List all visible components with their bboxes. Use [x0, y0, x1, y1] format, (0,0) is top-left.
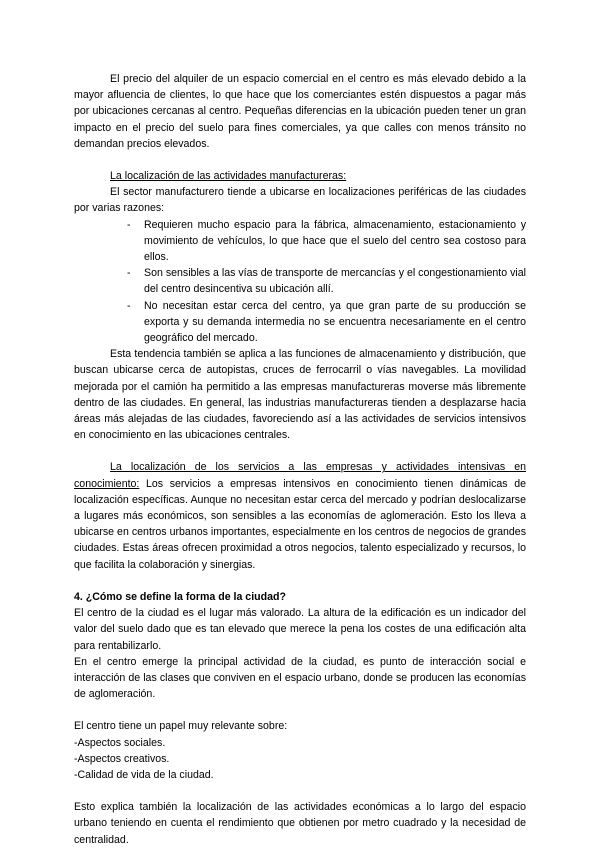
list-item-text: Son sensibles a las vías de transporte de mercancías y el congestionamiento vial del centro desincentiva su ubicación allí. — [144, 267, 526, 296]
spacer — [74, 573, 526, 589]
services-heading: La localización de los servicios a las empresas y actividades intensivas en conocimiento: — [74, 461, 526, 490]
aspect-item: -Aspectos sociales. — [74, 736, 166, 749]
paragraph-manufacturing-intro: El sector manufacturero tiende a ubicarse en localizaciones periféricas de las ciudades por varias razones: — [74, 186, 526, 215]
spacer — [74, 443, 526, 459]
dash-bullet: - — [127, 299, 131, 312]
manufacturing-reasons-list — [74, 217, 526, 347]
manufacturing-heading-line — [74, 168, 526, 184]
dash-bullet: - — [127, 218, 131, 231]
section-4-heading: 4. ¿Cómo se define la forma de la ciudad? — [74, 590, 286, 603]
list-item — [127, 265, 526, 297]
list-item — [127, 217, 526, 266]
paragraph-commercial-rent: El precio del alquiler de un espacio comercial en el centro es más elevado debido a la mayor afluencia de clientes, lo que hace que los comerciantes estén dispuestos a pagar más por ubicaciones cercanas al centro. Pequeñas diferencias en la ubicación pueden tener un gran impacto en el precio del suelo para fines comerciales, ya que calles con menos tránsito no demandan precios elevados. — [74, 73, 526, 150]
paragraph-city-center-activity: En el centro emerge la principal actividad de la ciudad, es punto de interacción social e interacción de las clases que conviven en el espacio urbano, donde se producen las economías de aglomeración. — [74, 655, 526, 701]
paragraph-manufacturing-trend: Esta tendencia también se aplica a las funciones de almacenamiento y distribución, que buscan ubicarse cerca de autopistas, cruces de ferrocarril o vías navegables. La movilidad mejorada por el camión ha permitido a las empresas manufactureras moverse más libremente dentro de las ciudades. En general, las industrias manufactureras tienden a desplazarse hacia áreas más alejadas de las ciudades, favoreciendo así a las actividades de servicios intensivos en conocimiento en las ubicaciones centrales. — [74, 348, 526, 442]
paragraph-center-role: El centro tiene un papel muy relevante sobre: — [74, 720, 288, 733]
dash-bullet: - — [127, 267, 131, 280]
paragraph-conclusion: Esto explica también la localización de las actividades económicas a lo largo del espacio urbano teniendo en cuenta el rendimiento que obtienen por metro cuadrado y la necesidad de centralidad. — [74, 801, 526, 846]
paragraph-services — [74, 459, 526, 572]
spacer — [74, 152, 526, 168]
aspect-item: -Calidad de vida de la ciudad. — [74, 768, 214, 781]
services-text: Los servicios a empresas intensivos en conocimiento tienen dinámicas de localización específicas. Aunque no necesitan estar cerca del mercado y podrían deslocalizarse a lugares más económicos, son sensibles a las economías de aglomeración. Esto los lleva a ubicarse en centros urbanos importantes, especialmente en los centros de negocios de grandes ciudades. Estas áreas ofrecen proximidad a otros negocios, talento especializado y recursos, lo que facilita la colaboración y sinergias. — [74, 477, 526, 571]
manufacturing-heading: La localización de las actividades manufactureras: — [110, 170, 347, 183]
spacer — [74, 783, 526, 799]
document-body — [74, 71, 526, 848]
list-item-text: Requieren mucho espacio para la fábrica, almacenamiento, estacionamiento y movimiento de vehículos, lo que hace que el suelo del centro sea costoso para ellos. — [144, 218, 526, 264]
aspect-item: -Aspectos creativos. — [74, 752, 170, 765]
list-item — [127, 298, 526, 347]
list-item-text: No necesitan estar cerca del centro, ya que gran parte de su producción se exporta y su demanda intermedia no se encuentra necesariamente en el centro geográfico del mercado. — [144, 299, 526, 345]
paragraph-city-center-value: El centro de la ciudad es el lugar más valorado. La altura de la edificación es un indicador del valor del suelo dado que es tan elevado que merece la pena los costes de una edificación alta para rentabilizarlo. — [74, 607, 526, 652]
spacer — [74, 702, 526, 718]
